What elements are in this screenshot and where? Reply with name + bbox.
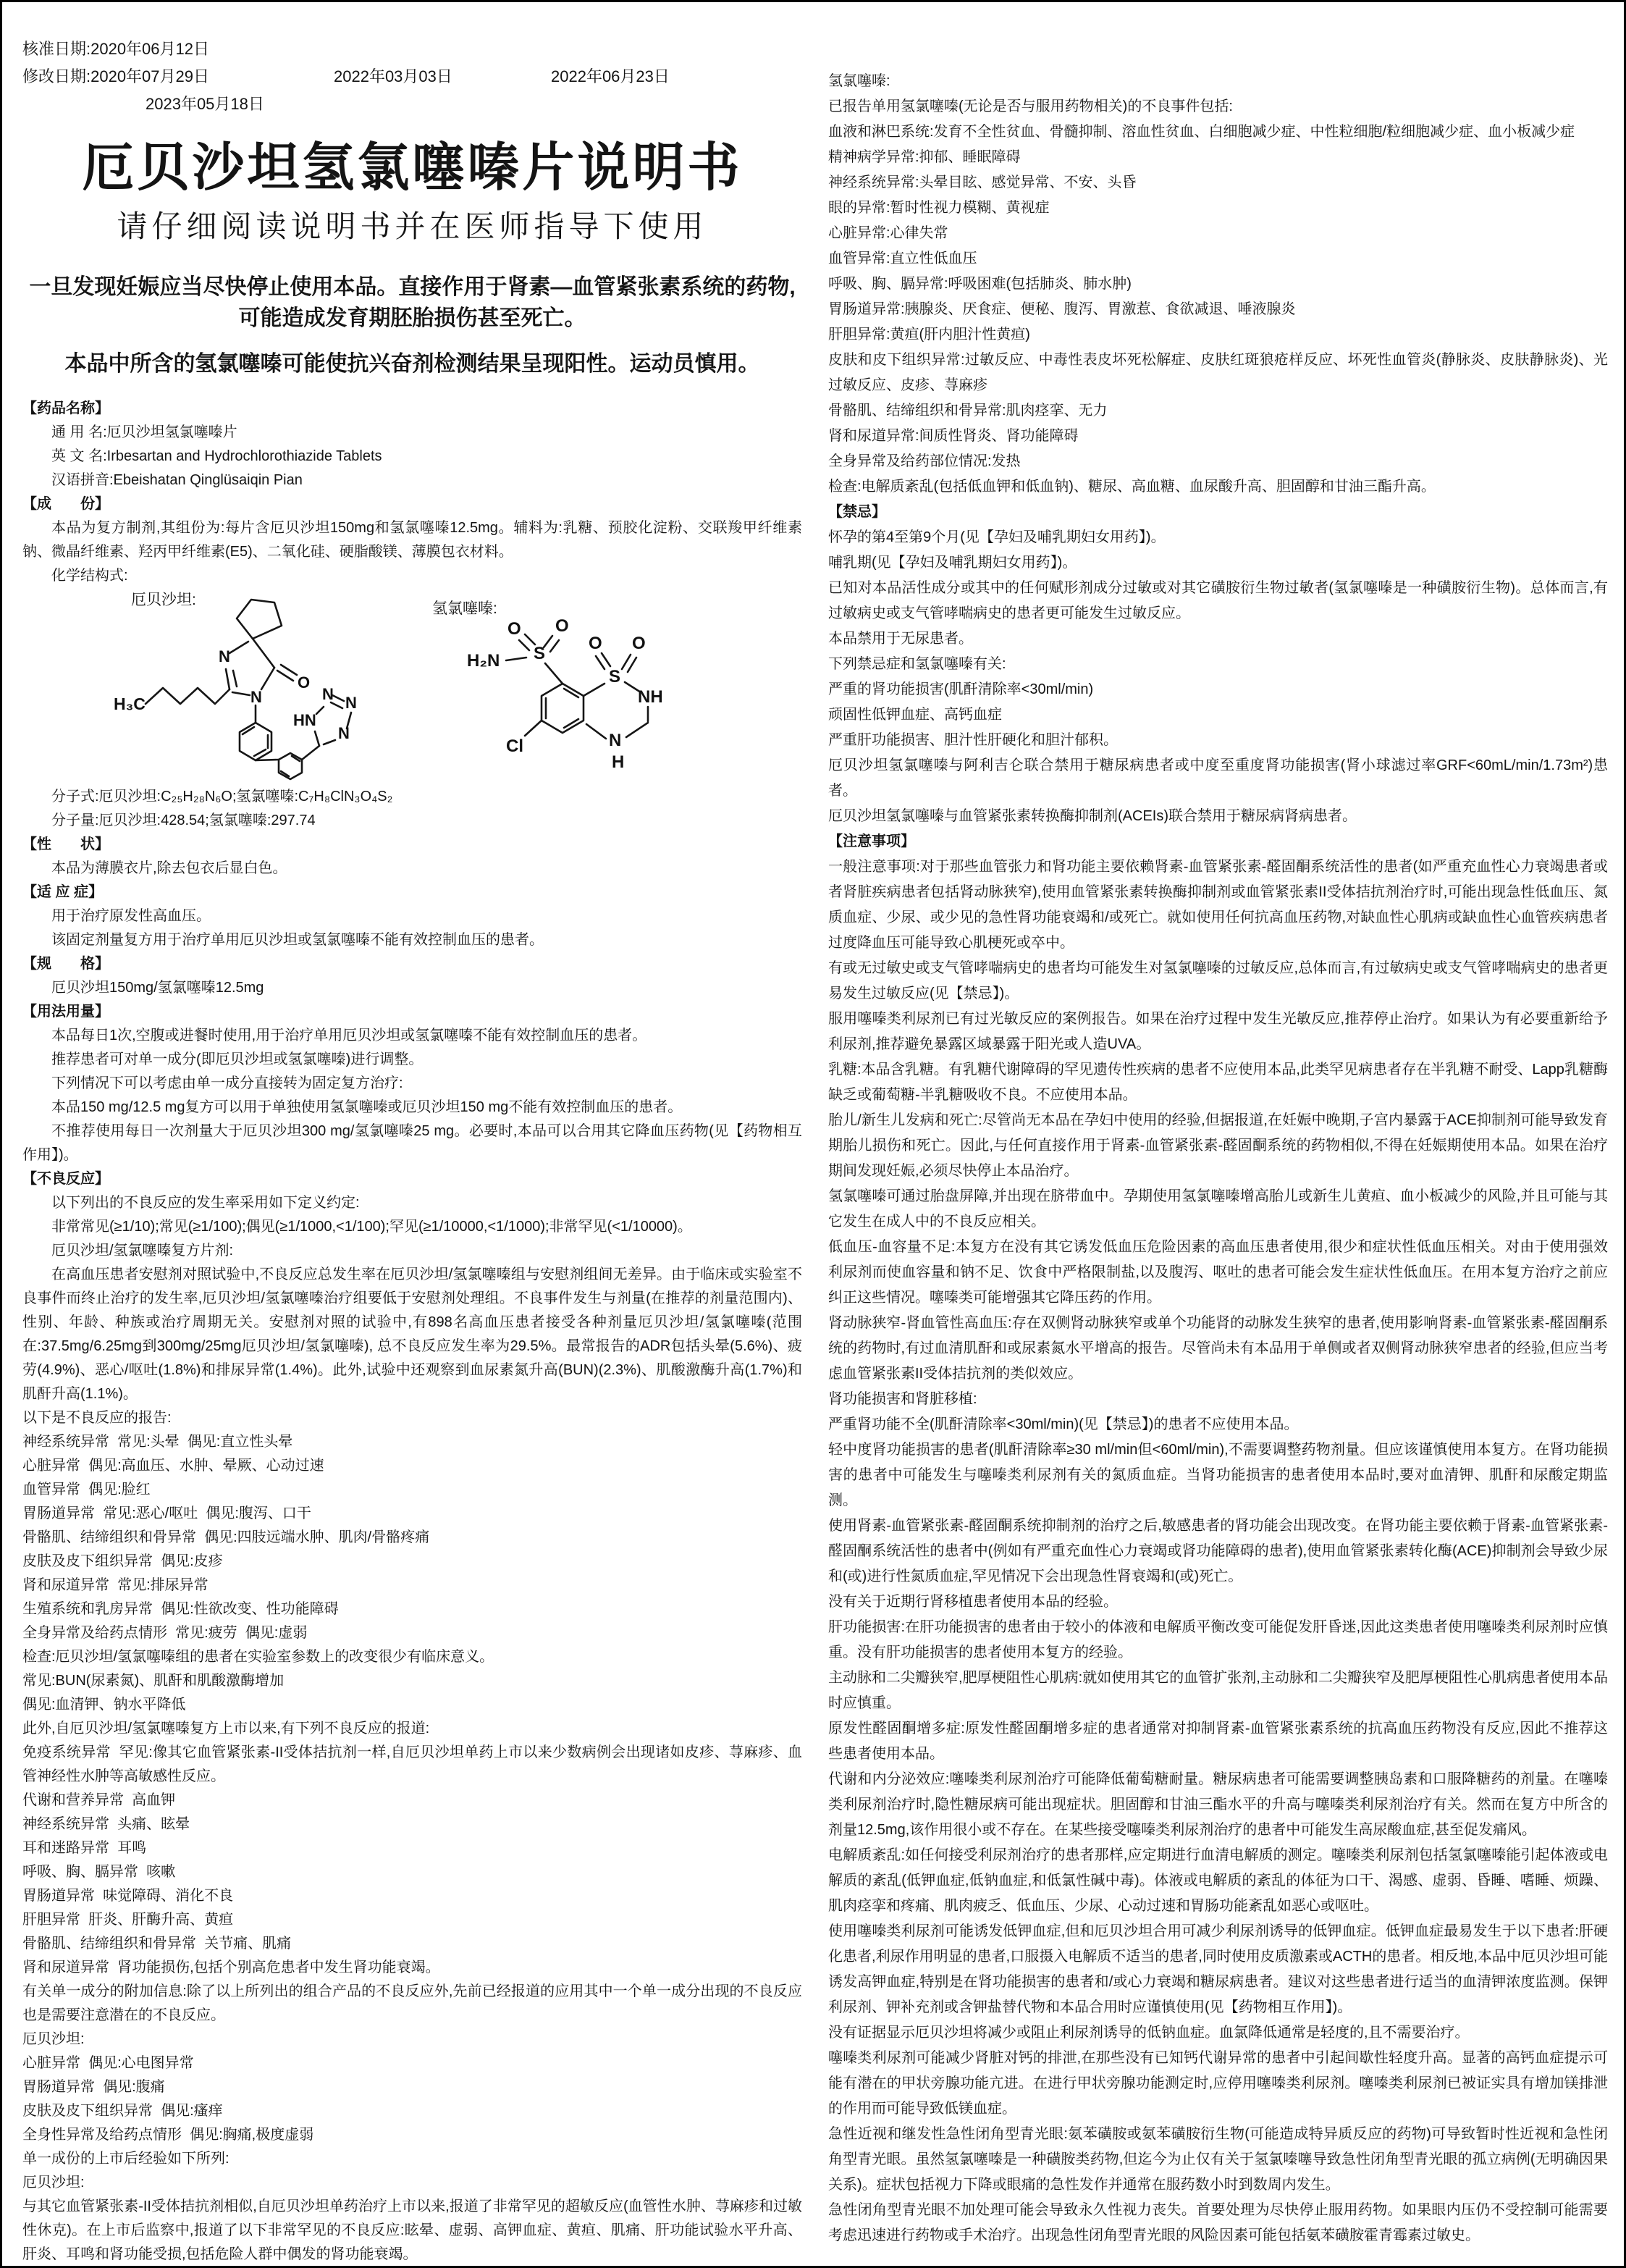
paragraph: 皮肤及皮下组织异常 偶见:瘙痒 bbox=[22, 2103, 223, 2119]
paragraph: 皮肤和皮下组织异常:过敏反应、中毒性表皮坏死松解症、皮肤红斑狼疮样反应、坏死性血管炎(静脉炎、皮肤静脉炎)、光过敏反应、皮疹、荨麻疹 bbox=[828, 352, 1608, 393]
paragraph: 精神病学异常:抑郁、睡眠障碍 bbox=[828, 149, 1021, 165]
paragraph: 一般注意事项:对于那些血管张力和肾功能主要依赖肾素-血管紧张素-醛固酮系统活性的患者(如严重充血性心力衰竭患者或者肾脏疾病患者包括肾动脉狭窄),使用血管紧张素转换酶抑制剂或血管紧张素II受体拮抗剂治疗时,可能出现急性低血压、氮质血症、少尿、或少见的急性肾功能衰竭和/或死亡。就如使用任何抗高血压药物,对缺血性心肌病或缺血性心血管疾病患者过度降血压可能导致心肌梗死或卒中。 bbox=[828, 859, 1608, 951]
paragraph: 皮肤及皮下组织异常 偶见:皮疹 bbox=[22, 1553, 223, 1569]
paragraph: 不推荐使用每日一次剂量大于厄贝沙坦300 mg/氢氯噻嗪25 mg。必要时,本品可以合用其它降血压药物(见【药物相互作用】)。 bbox=[22, 1123, 802, 1163]
paragraph: 氢氯噻嗪可通过胎盘屏障,并出现在脐带血中。孕期使用氢氯噻嗪增高胎儿或新生儿黄疸、血小板减少的风险,并且可能与其它发生在成人中的不良反应相关。 bbox=[828, 1188, 1608, 1230]
hctz-structure-label: 氢氯噻嗪: bbox=[432, 600, 497, 617]
paragraph: 推荐患者可对单一成分(即厄贝沙坦或氢氯噻嗪)进行调整。 bbox=[51, 1051, 424, 1067]
atom-cl: Cl bbox=[506, 736, 523, 756]
revision-date-1: 修改日期:2020年07月29日 bbox=[22, 67, 209, 85]
paragraph: 血管异常 偶见:脸红 bbox=[22, 1482, 151, 1498]
section-heading: 【规 格】 bbox=[22, 956, 109, 972]
atom-n: N bbox=[219, 647, 230, 665]
chemical-structures-figure bbox=[22, 588, 802, 785]
paragraph: 通 用 名:厄贝沙坦氢氯噻嗪片 bbox=[51, 424, 237, 440]
paragraph: 厄贝沙坦/氢氯噻嗪复方片剂: bbox=[51, 1243, 234, 1259]
paragraph: 噻嗪类利尿剂可能减少肾脏对钙的排泄,在那些没有已知钙代谢异常的患者中引起间歇性轻度升高。显著的高钙血症提示可能有潜在的甲状旁腺功能亢进。在进行甲状旁腺功能测定时,应停用噻嗪类利尿剂。噻嗪类利尿剂已被证实具有增加镁排泄的作用而可能导致低镁血症。 bbox=[828, 2050, 1608, 2117]
paragraph: 用于治疗原发性高血压。 bbox=[51, 908, 211, 924]
atom-n: N bbox=[609, 731, 622, 750]
paragraph: 电解质紊乱:如任何接受利尿剂治疗的患者那样,应定期进行血清电解质的测定。噻嗪类利尿剂包括氢氯噻嗪能引起体液或电解质的紊乱(低钾血症,低钠血症,和低氯性碱中毒)。体液或电解质的紊乱的体征为口干、渴感、虚弱、昏睡、嗜睡、烦躁、肌肉痉挛和疼痛、肌肉疲乏、低血压、少尿、心动过速和胃肠功能紊乱如恶心或呕吐。 bbox=[828, 1847, 1608, 1914]
paragraph: 肾和尿道异常 肾功能损伤,包括个别高危患者中发生肾功能衰竭。 bbox=[22, 1960, 440, 1975]
paragraph: 肾功能损害和肾脏移植: bbox=[828, 1391, 977, 1407]
paragraph: 骨骼肌、结缔组织和骨异常 关节痛、肌痛 bbox=[22, 1936, 292, 1952]
paragraph: 肝胆异常:黄疸(肝内胆汁性黄疸) bbox=[828, 327, 1030, 343]
atom-o: O bbox=[632, 634, 646, 653]
paragraph: 下列情况下可以考虑由单一成分直接转为固定复方治疗: bbox=[51, 1075, 403, 1091]
paragraph: 在高血压患者安慰剂对照试验中,不良反应总发生率在厄贝沙坦/氢氯噻嗪组与安慰剂组间无差异。由于临床或实验室不良事件而终止治疗的发生率,厄贝沙坦/氢氯噻嗪治疗组要低于安慰剂处理组。不良事件发生与剂量(在推荐的剂量范围内)、性别、年龄、种族或治疗周期无关。安慰剂对照的试验中,有898名高血压患者接受各种剂量厄贝沙坦/氢氯噻嗪(范围在:37.5mg/6.25mg到300mg/25mg厄贝沙坦/氢氯噻嗪), 总不良反应发生率为29.5%。最常报告的ADR包括头晕(5.6%)、疲劳(4.9%)、恶心/呕吐(1.8%)和排尿异常(1.4%)。此外,试验中还观察到血尿素氮升高(BUN)(2.3%)、肌酸激酶升高(1.7%)和肌酐升高(1.1%)。 bbox=[22, 1267, 802, 1402]
paragraph: 非常常见(≥1/10);常见(≥1/100);偶见(≥1/1000,<1/100);罕见(≥1/10000,<1/1000);非常罕见(<1/10000)。 bbox=[51, 1219, 692, 1235]
paragraph: 严重肾功能不全(肌酐清除率<30ml/min)(见【禁忌】)的患者不应使用本品。 bbox=[828, 1416, 1299, 1432]
section-heading: 【注意事项】 bbox=[828, 833, 915, 849]
paragraph: 常见:BUN(尿素氮)、肌酐和肌酸激酶增加 bbox=[22, 1673, 285, 1689]
paragraph: 胃肠道异常 偶见:腹痛 bbox=[22, 2079, 165, 2095]
paragraph: 神经系统异常 常见:头晕 偶见:直立性头晕 bbox=[22, 1434, 293, 1450]
paragraph: 胎儿/新生儿发病和死亡:尽管尚无本品在孕妇中使用的经验,但据报道,在妊娠中晚期,子宫内暴露于ACE抑制剂可能导致发育期胎儿损伤和死亡。因此,与任何直接作用于肾素-血管紧张素-醛固酮系统的药物相似,不得在妊娠期使用本品。如果在治疗期间发现妊娠,必须尽快停止本品治疗。 bbox=[828, 1112, 1608, 1179]
paragraph: 急性闭角型青光眼不加处理可能会导致永久性视力丧失。首要处理为尽快停止服用药物。如果眼内压仍不受控制可能需要考虑迅速进行药物或手术治疗。出现急性闭角型青光眼的风险因素可能包括氨苯磺胺霍青霉素过敏史。 bbox=[828, 2202, 1608, 2243]
section-heading: 【用法用量】 bbox=[22, 1004, 109, 1020]
paragraph: 分子式:厄贝沙坦:C₂₅H₂₈N₆O;氢氯噻嗪:C₇H₈ClN₃O₄S₂ bbox=[51, 789, 393, 805]
paragraph: 服用噻嗪类利尿剂已有过光敏反应的案例报告。如果在治疗过程中发生光敏反应,推荐停止治疗。如果认为有必要重新给予利尿剂,推荐避免暴露区域暴露于阳光或人造UVA。 bbox=[828, 1011, 1608, 1052]
paragraph: 没有证据显示厄贝沙坦将减少或阻止利尿剂诱导的低钠血症。血氯降低通常是轻度的,且不需要治疗。 bbox=[828, 2025, 1470, 2041]
atom-hn: HN bbox=[293, 711, 316, 729]
revision-date-4: 2023年05月18日 bbox=[146, 95, 264, 113]
paragraph: 以下是不良反应的报告: bbox=[22, 1410, 172, 1426]
paragraph: 代谢和内分泌效应:噻嗪类利尿剂治疗可能降低葡萄糖耐量。糖尿病患者可能需要调整胰岛素和口服降糖药的剂量。在噻嗪类利尿剂治疗时,隐性糖尿病可能出现症状。胆固醇和甘油三酯水平的升高与噻嗪类利尿剂治疗有关。然而在复方中所含的剂量12.5mg,该作用很小或不存在。在某些接受噻嗪类利尿剂治疗的患者中可能发生高尿酸血症,甚至促发痛风。 bbox=[828, 1771, 1608, 1838]
paragraph: 神经系统异常 头痛、眩晕 bbox=[22, 1816, 190, 1832]
paragraph: 没有关于近期行肾移植患者使用本品的经验。 bbox=[828, 1594, 1118, 1610]
paragraph: 有或无过敏史或支气管哮喘病史的患者均可能发生对氢氯噻嗪的过敏反应,总体而言,有过敏病史或支气管哮喘病史的患者更易发生过敏反应(见【禁忌】)。 bbox=[828, 960, 1608, 1001]
paragraph: 氢氯噻嗪: bbox=[828, 73, 890, 89]
paragraph: 肾动脉狭窄-肾血管性高血压:存在双侧肾动脉狭窄或单个功能肾的动脉发生狭窄的患者,使用影响肾素-血管紧张素-醛固酮系统的药物时,有过血清肌酐和或尿素氮水平增高的报告。尽管尚未有本品用于单侧或者双侧肾动脉狭窄患者的经验,但应当考虑血管紧张素II受体拮抗剂的类似效应。 bbox=[828, 1315, 1608, 1382]
paragraph: 低血压-血容量不足:本复方在没有其它诱发低血压危险因素的高血压患者使用,很少和症状性低血压相关。对由于使用强效利尿剂而使血容量和钠不足、饮食中严格限制盐,以及腹泻、呕吐的患者可能会发生症状性低血压。在用本复方治疗之前应纠正这些情况。噻嗪类可能增强其它降压药的作用。 bbox=[828, 1239, 1608, 1306]
paragraph: 分子量:厄贝沙坦:428.54;氢氯噻嗪:297.74 bbox=[51, 812, 316, 828]
paragraph: 乳糖:本品含乳糖。有乳糖代谢障碍的罕见遗传性疾病的患者不应使用本品,此类罕见病患者存在半乳糖不耐受、Lapp乳糖酶缺乏或葡萄糖-半乳糖吸收不良。不应使用本品。 bbox=[828, 1062, 1608, 1103]
paragraph: 肾和尿道异常:间质性肾炎、肾功能障碍 bbox=[828, 428, 1079, 444]
paragraph: 本品150 mg/12.5 mg复方可以用于单独使用氢氯噻嗪或厄贝沙坦150 mg不能有效控制血压的患者。 bbox=[51, 1099, 683, 1115]
paragraph: 偶见:血清钾、钠水平降低 bbox=[22, 1697, 186, 1713]
paragraph: 该固定剂量复方用于治疗单用厄贝沙坦或氢氯噻嗪不能有效控制血压的患者。 bbox=[51, 932, 544, 948]
paragraph: 耳和迷路异常 耳鸣 bbox=[22, 1840, 147, 1856]
paragraph: 呼吸、胸、膈异常 咳嗽 bbox=[22, 1864, 176, 1880]
atom-h: H bbox=[612, 752, 625, 772]
paragraph: 肾和尿道异常 常见:排尿异常 bbox=[22, 1577, 208, 1593]
paragraph: 已报告单用氢氯噻嗪(无论是否与服用药物相关)的不良事件包括: bbox=[828, 98, 1233, 114]
section-heading: 【适 应 症】 bbox=[22, 884, 104, 900]
atom-s: S bbox=[609, 667, 621, 686]
paragraph: 检查:电解质紊乱(包括低血钾和低血钠)、糖尿、高血糖、血尿酸升高、胆固醇和甘油三酯升高。 bbox=[828, 479, 1436, 495]
paragraph: 顽固性低钾血症、高钙血症 bbox=[828, 707, 1002, 723]
paragraph: 胃肠道异常 味觉障碍、消化不良 bbox=[22, 1888, 234, 1904]
paragraph: 血液和淋巴系统:发育不全性贫血、骨髓抑制、溶血性贫血、白细胞减少症、中性粒细胞/粒细胞减少症、血小板减少症 bbox=[828, 124, 1575, 140]
paragraph: 厄贝沙坦: bbox=[22, 2175, 85, 2191]
atom-nh: NH bbox=[638, 687, 663, 707]
paragraph: 代谢和营养异常 高血钾 bbox=[22, 1792, 176, 1808]
paragraph: 厄贝沙坦150mg/氢氯噻嗪12.5mg bbox=[51, 980, 264, 996]
page-subtitle: 请仔细阅读说明书并在医师指导下使用 bbox=[117, 209, 708, 243]
paragraph: 哺乳期(见【孕妇及哺乳期妇女用药】)。 bbox=[828, 555, 1077, 571]
paragraph: 汉语拼音:Ebeishatan Qinglüsaiqin Pian bbox=[51, 472, 303, 488]
paragraph: 急性近视和继发性急性闭角型青光眼:氨苯磺胺或氨苯磺胺衍生物(可能造成特异质反应的药物)可导致暂时性近视和急性闭角型青光眼。虽然氢氯噻嗪是一种磺胺类药物,但迄今为止仅有关于氢氯嗪噻导致急性闭角型青光眼的孤立病例(无明确因果关系)。症状包括视力下降或眼痛的急性发作并通常在服药数小时到数周内发生。 bbox=[828, 2126, 1608, 2193]
paragraph: 呼吸、胸、膈异常:呼吸困难(包括肺炎、肺水肿) bbox=[828, 276, 1132, 292]
doping-warning: 本品中所含的氢氯噻嗪可能使抗兴奋剂检测结果呈现阳性。运动员慎用。 bbox=[64, 352, 760, 376]
paragraph: 使用噻嗪类利尿剂可能诱发低钾血症,但和厄贝沙坦合用可减少利尿剂诱导的低钾血症。低钾血症最易发生于以下患者:肝硬化患者,利尿作用明显的患者,口服摄入电解质不适当的患者,同时使用皮质激素或ACTH的患者。相反地,本品中厄贝沙坦可能诱发高钾血症,特别是在肾功能损害的患者和/或心力衰竭和糖尿病患者。建议对这些患者进行适当的血清钾浓度监测。保钾利尿剂、钾补充剂或含钾盐替代物和本品合用时应谨慎使用(见【药物相互作用】)。 bbox=[828, 1923, 1608, 2015]
paragraph: 主动脉和二尖瓣狭窄,肥厚梗阻性心肌病:就如使用其它的血管扩张剂,主动脉和二尖瓣狭窄及肥厚梗阻性心肌病患者使用本品时应慎重。 bbox=[828, 1670, 1608, 1711]
paragraph: 严重肝功能损害、胆汁性肝硬化和胆汁郁积。 bbox=[828, 732, 1118, 748]
paragraph: 怀孕的第4至第9个月(见【孕妇及哺乳期妇女用药】)。 bbox=[828, 529, 1166, 545]
paragraph: 肝功能损害:在肝功能损害的患者由于较小的体液和电解质平衡改变可能促发肝昏迷,因此这类患者使用噻嗪类利尿剂时应慎重。没有肝功能损害的患者使用本复方的经验。 bbox=[828, 1619, 1608, 1660]
atom-h2n: H₂N bbox=[467, 651, 500, 671]
left-text-blocks-lower bbox=[22, 785, 802, 2267]
atom-n: N bbox=[345, 694, 357, 712]
paragraph: 胃肠道异常:胰腺炎、厌食症、便秘、腹泻、胃激惹、食欲减退、唾液腺炎 bbox=[828, 301, 1296, 317]
paragraph: 眼的异常:暂时性视力模糊、黄视症 bbox=[828, 200, 1050, 216]
paragraph: 化学结构式: bbox=[51, 568, 128, 584]
paragraph: 全身异常及给药部位情况:发热 bbox=[828, 453, 1021, 469]
two-column-layout bbox=[2, 2, 1624, 2267]
paragraph: 本品禁用于无尿患者。 bbox=[828, 631, 973, 647]
paragraph: 本品每日1次,空腹或进餐时使用,用于治疗单用厄贝沙坦或氢氯噻嗪不能有效控制血压的患者。 bbox=[51, 1028, 647, 1043]
hctz-structure-drawing bbox=[454, 614, 780, 773]
paragraph: 与其它血管紧张素-II受体拮抗剂相似,自厄贝沙坦单药治疗上市以来,报道了非常罕见的超敏反应(血管性水肿、荨麻疹和过敏性休克)。在上市后监察中,报道了以下非常罕见的不良反应:眩晕、虚弱、高钾血症、黄疸、肌痛、肝功能试验水平升高、肝炎、耳鸣和肾功能受损,包括危险人群中偶发的肾功能衰竭。 bbox=[22, 2198, 802, 2262]
revision-date-2: 2022年03月03日 bbox=[334, 67, 452, 85]
atom-h3c: H₃C bbox=[114, 694, 146, 713]
paragraph: 厄贝沙坦氢氯噻嗪与阿利吉仑联合禁用于糖尿病患者或中度至重度肾功能损害(肾小球滤过率GRF<60mL/min/1.73m²)患者。 bbox=[828, 757, 1608, 799]
paragraph: 厄贝沙坦: bbox=[22, 2031, 85, 2047]
section-heading: 【性 状】 bbox=[22, 836, 109, 852]
irbesartan-structure-label: 厄贝沙坦: bbox=[131, 592, 196, 608]
revision-date-3: 2022年06月23日 bbox=[551, 67, 670, 85]
atom-o: O bbox=[589, 634, 602, 653]
paragraph: 本品为薄膜衣片,除去包衣后显白色。 bbox=[51, 860, 287, 876]
left-column bbox=[22, 2, 802, 2267]
atom-s: S bbox=[534, 644, 546, 663]
paragraph: 原发性醛固酮增多症:原发性醛固酮增多症的患者通常对抑制肾素-血管紧张素系统的抗高血压药物没有反应,因此不推荐这些患者使用本品。 bbox=[828, 1721, 1608, 1762]
irbesartan-structure-drawing bbox=[108, 592, 455, 781]
paragraph: 骨骼肌、结缔组织和骨异常 偶见:四肢远端水肿、肌肉/骨骼疼痛 bbox=[22, 1529, 430, 1545]
paragraph: 本品为复方制剂,其组份为:每片含厄贝沙坦150mg和氢氯噻嗪12.5mg。辅料为:乳糖、预胶化淀粉、交联羧甲纤维素钠、微晶纤维素、羟丙甲纤维素(E5)、二氧化硅、硬脂酸镁、薄膜包衣材料。 bbox=[22, 520, 802, 560]
approval-date: 核准日期:2020年06月12日 bbox=[22, 40, 209, 58]
section-heading: 【禁忌】 bbox=[828, 504, 886, 520]
paragraph: 生殖系统和乳房异常 偶见:性欲改变、性功能障碍 bbox=[22, 1601, 339, 1617]
paragraph: 下列禁忌症和氢氯噻嗪有关: bbox=[828, 656, 1006, 672]
section-heading: 【药品名称】 bbox=[22, 400, 109, 416]
paragraph: 已知对本品活性成分或其中的任何赋形剂成分过敏或对其它磺胺衍生物过敏者(氢氯噻嗪是一种磺胺衍生物)。总体而言,有过敏病史或支气管哮喘病史的患者更可能发生过敏反应。 bbox=[828, 580, 1608, 621]
paragraph: 胃肠道异常 常见:恶心/呕吐 偶见:腹泻、口干 bbox=[22, 1505, 311, 1521]
paragraph: 神经系统异常:头晕目眩、感觉异常、不安、头昏 bbox=[828, 175, 1137, 190]
pregnancy-warning-line2: 可能造成发育期胚胎损伤甚至死亡。 bbox=[238, 306, 586, 330]
right-column bbox=[828, 2, 1608, 2267]
paragraph: 全身性异常及给药点情形 偶见:胸痛,极度虚弱 bbox=[22, 2127, 314, 2143]
atom-n: N bbox=[250, 688, 262, 706]
paragraph: 单一成份的上市后经验如下所列: bbox=[22, 2151, 229, 2167]
paragraph: 全身异常及给药点情形 常见:疲劳 偶见:虚弱 bbox=[22, 1625, 308, 1641]
paragraph: 检查:厄贝沙坦/氢氯噻嗪组的患者在实验室参数上的改变很少有临床意义。 bbox=[22, 1649, 494, 1665]
left-text-blocks-upper bbox=[22, 397, 802, 588]
atom-n: N bbox=[322, 685, 334, 703]
paragraph: 心脏异常 偶见:心电图异常 bbox=[22, 2055, 194, 2071]
pregnancy-warning-line1: 一旦发现妊娠应当尽快停止使用本品。直接作用于肾素—血管紧张素系统的药物, bbox=[29, 275, 796, 299]
paragraph: 心脏异常 偶见:高血压、水肿、晕厥、心动过速 bbox=[22, 1458, 324, 1474]
section-heading: 【不良反应】 bbox=[22, 1171, 109, 1187]
pregnancy-warning bbox=[22, 272, 802, 334]
paragraph: 以下列出的不良反应的发生率采用如下定义约定: bbox=[51, 1195, 360, 1211]
paragraph: 英 文 名:Irbesartan and Hydrochlorothiazide Tablets bbox=[51, 448, 382, 464]
revision-dates-row bbox=[22, 63, 802, 91]
paragraph: 心脏异常:心律失常 bbox=[828, 225, 948, 241]
paragraph: 厄贝沙坦氢氯噻嗪与血管紧张素转换酶抑制剂(ACEIs)联合禁用于糖尿病肾病患者。 bbox=[828, 808, 1357, 824]
paragraph: 有关单一成分的附加信息:除了以上所列出的组合产品的不良反应外,先前已经报道的应用其中一个单一成分出现的不良反应也是需要注意潜在的不良反应。 bbox=[22, 1983, 802, 2023]
atom-o: O bbox=[555, 616, 569, 636]
paragraph: 使用肾素-血管紧张素-醛固酮系统抑制剂的治疗之后,敏感患者的肾功能会出现改变。在肾功能主要依赖于肾素-血管紧张素-醛固酮系统活性的患者中(例如有严重充血性心力衰竭或肾功能障碍的患者),使用血管紧张素转化酶(ACE)抑制剂会导致少尿和(或)进行性氮质血症,罕见情况下会出现急性肾衰竭和(或)死亡。 bbox=[828, 1518, 1608, 1584]
paragraph: 严重的肾功能损害(肌酐清除率<30ml/min) bbox=[828, 681, 1094, 697]
paragraph: 轻中度肾功能损害的患者(肌酐清除率≥30 ml/min但<60ml/min),不需要调整药物剂量。但应该谨慎使用本复方。在肾功能损害的患者中可能发生与噻嗪类利尿剂有关的氮质血症。当肾功能损害的患者使用本品时,要对血清钾、肌酐和尿酸定期监测。 bbox=[828, 1442, 1608, 1508]
atom-o: O bbox=[507, 619, 521, 639]
paragraph: 骨骼肌、结缔组织和骨异常:肌肉痉挛、无力 bbox=[828, 403, 1108, 419]
paragraph: 血管异常:直立性低血压 bbox=[828, 251, 977, 266]
atom-o: O bbox=[298, 673, 311, 692]
paragraph: 此外,自厄贝沙坦/氢氯噻嗪复方上市以来,有下列不良反应的报道: bbox=[22, 1721, 430, 1736]
paragraph: 免疫系统异常 罕见:像其它血管紧张素-II受体拮抗剂一样,自厄贝沙坦单药上市以来少数病例会出现诸如皮疹、荨麻疹、血管神经性水肿等高敏感性反应。 bbox=[22, 1744, 802, 1784]
atom-n: N bbox=[338, 724, 350, 742]
page-title: 厄贝沙坦氢氯噻嗪片说明书 bbox=[82, 139, 743, 197]
section-heading: 【成 份】 bbox=[22, 496, 109, 512]
paragraph: 肝胆异常 肝炎、肝酶升高、黄疸 bbox=[22, 1912, 234, 1928]
